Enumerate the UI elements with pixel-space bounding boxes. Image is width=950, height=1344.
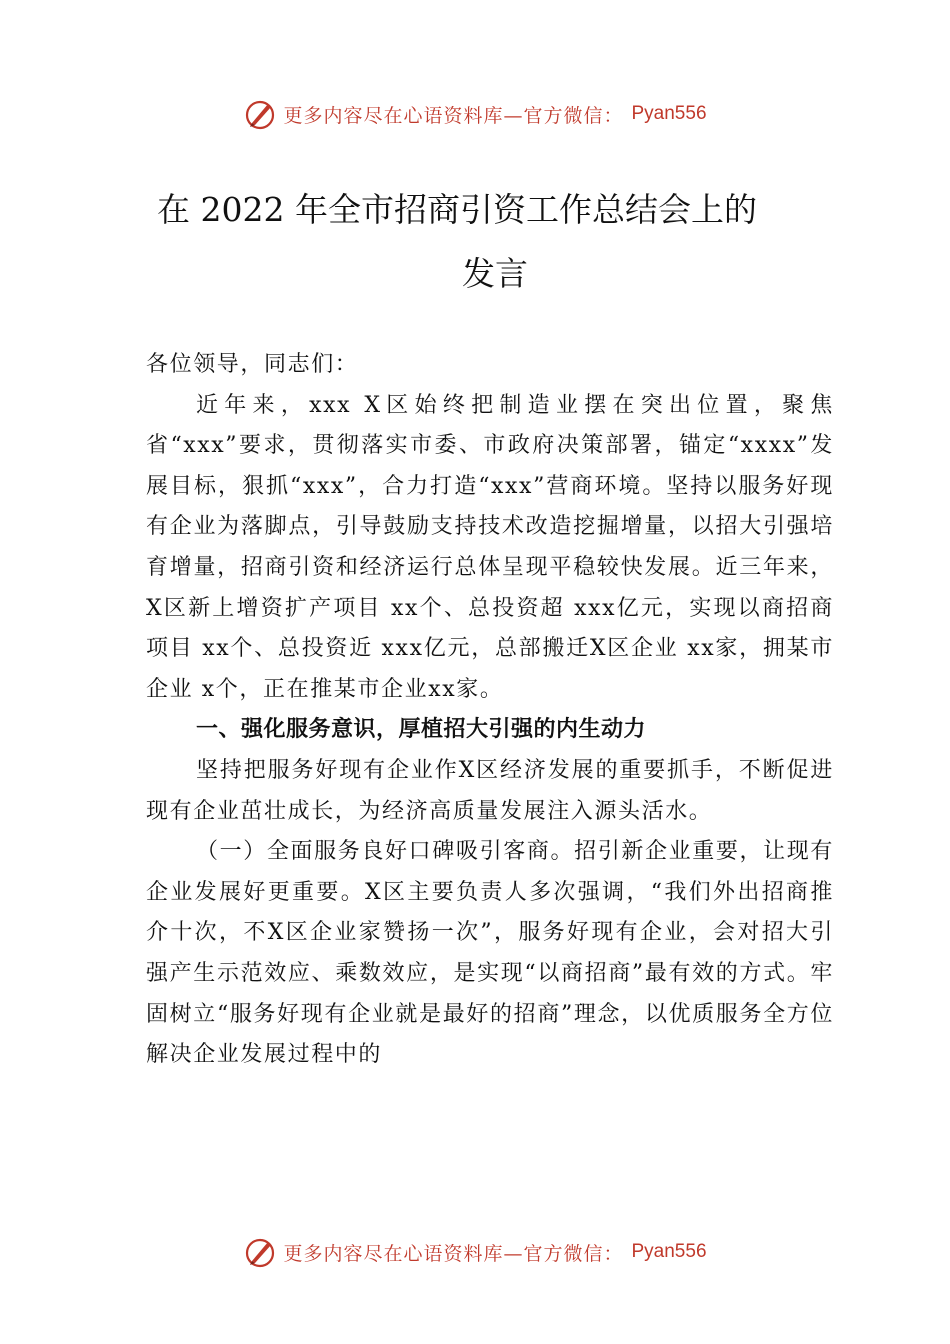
- watermark-text: 更多内容尽在心语资料库—官方微信：: [283, 104, 624, 127]
- document-title-line1: 在 2022 年全市招商引资工作总结会上的: [157, 190, 757, 229]
- document-title-line2: 发言: [462, 254, 528, 293]
- paragraph: （一）全面服务良好口碑吸引客商。招引新企业重要，让现有企业发展好更重要。X区主要负责人多次强调，“我们外出招商推介十次，不X区企业家赞扬一次”，服务好现有企业，会对招大引强产生示范效应、乘数效应，是实现“以商招商”最有效的方式。牢固树立“服务好现有企业就是最好的招商”理念，以优质服务全方位解决企业发展过程中的: [146, 839, 834, 1068]
- salutation: 各位领导，同志们：: [146, 352, 359, 377]
- pen-in-circle-icon: [243, 97, 277, 131]
- paragraph: 坚持把服务好现有企业作X区经济发展的重要抓手，不断促进现有企业茁壮成长，为经济高质量发展注入源头活水。: [146, 757, 834, 824]
- watermark-contact: Pyan556: [631, 1241, 707, 1262]
- section-heading: 一、强化服务意识，厚植招大引强的内生动力: [196, 717, 647, 743]
- header-watermark: [0, 94, 950, 134]
- footer-watermark: [0, 1232, 950, 1272]
- pen-in-circle-icon: [243, 1235, 277, 1269]
- document-body: [146, 345, 834, 1076]
- paragraph: 近年来，xxx X区始终把制造业摆在突出位置，聚焦省“xxx”要求，贯彻落实市委、市政府决策部署，锚定“xxxx”发展目标，狠抓“xxx”，合力打造“xxx”营商环境。坚持以服务好现有企业为落脚点，引导鼓励支持技术改造挖掘增量，以招大引强培育增量，招商引资和经济运行总体呈现平稳较快发展。近三年来，X区新上增资扩产项目 xx个、总投资超 xxx亿元，实现以商招商项目 xx个、总投资近 xxx亿元，总部搬迁X区企业 xx家，拥某市企业 x个，正在推某市企业xx家。: [146, 392, 834, 702]
- watermark-text: 更多内容尽在心语资料库—官方微信：: [283, 1242, 624, 1265]
- watermark-contact: Pyan556: [631, 103, 707, 124]
